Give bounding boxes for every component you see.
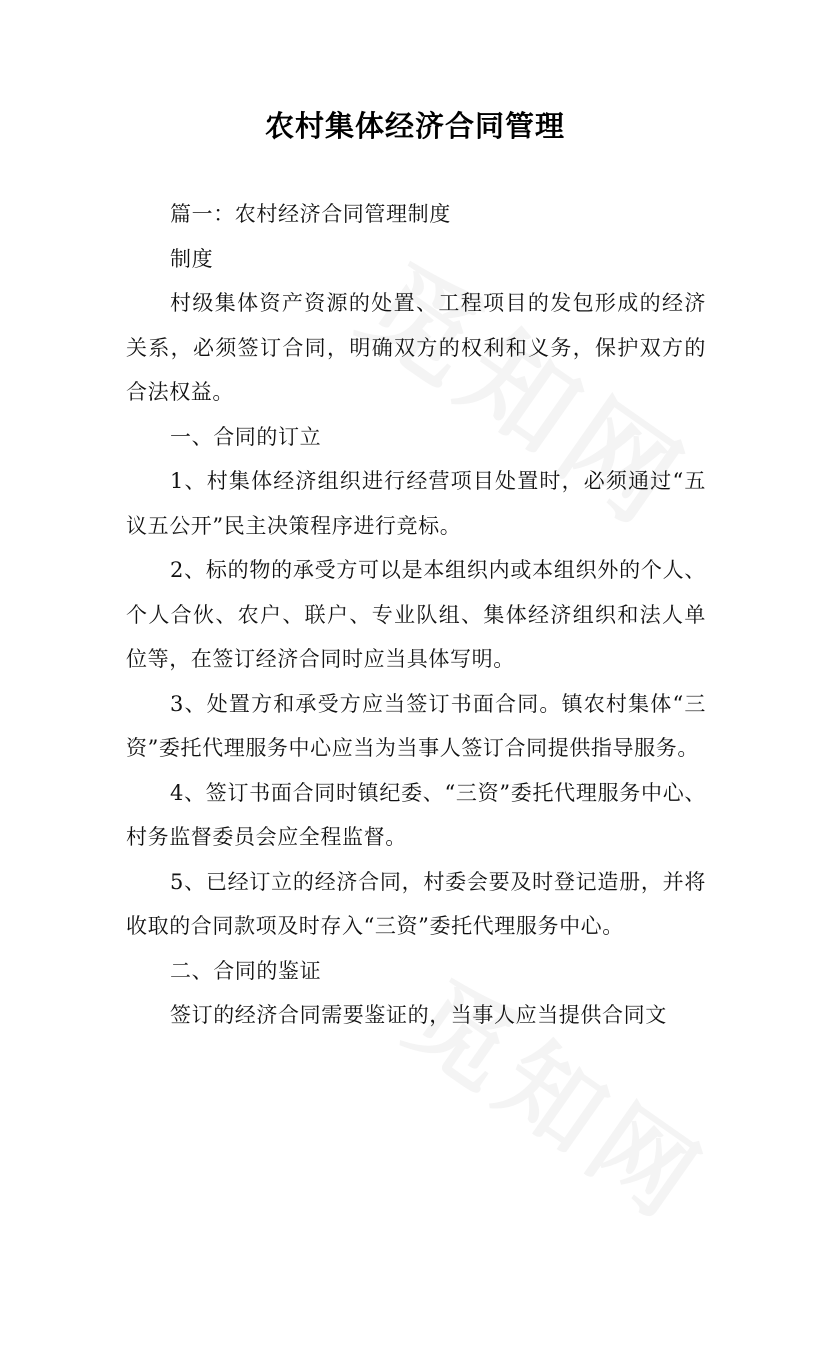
- document-body: [126, 192, 706, 1038]
- paragraph-heading: 篇一：农村经济合同管理制度: [170, 202, 451, 226]
- paragraph-subheading: 制度: [170, 246, 214, 271]
- document-title: 农村集体经济合同管理: [264, 109, 565, 143]
- paragraph: 3、处置方和承受方应当签订书面合同。镇农村集体“三资”委托代理服务中心应当为当事人签订合同提供指导服务。: [126, 691, 706, 760]
- paragraph: 2、标的物的承受方可以是本组织内或本组织外的个人、个人合伙、农户、联户、专业队组、集体经济组织和法人单位等，在签订经济合同时应当具体写明。: [126, 558, 706, 671]
- paragraph: 5、已经订立的经济合同，村委会要及时登记造册，并将收取的合同款项及时存入“三资”委托代理服务中心。: [126, 869, 706, 938]
- paragraph: 签订的经济合同需要鉴证的，当事人应当提供合同文: [170, 1003, 667, 1027]
- section-heading: 一、合同的订立: [170, 424, 322, 449]
- paragraph: 1、村集体经济组织进行经营项目处置时，必须通过“五议五公开”民主决策程序进行竞标。: [126, 469, 706, 538]
- section-heading: 二、合同的鉴证: [170, 958, 322, 983]
- paragraph: 4、签订书面合同时镇纪委、“三资”委托代理服务中心、村务监督委员会应全程监督。: [126, 780, 706, 849]
- paragraph: 村级集体资产资源的处置、工程项目的发包形成的经济关系，必须签订合同，明确双方的权利和义务，保护双方的合法权益。: [126, 291, 706, 404]
